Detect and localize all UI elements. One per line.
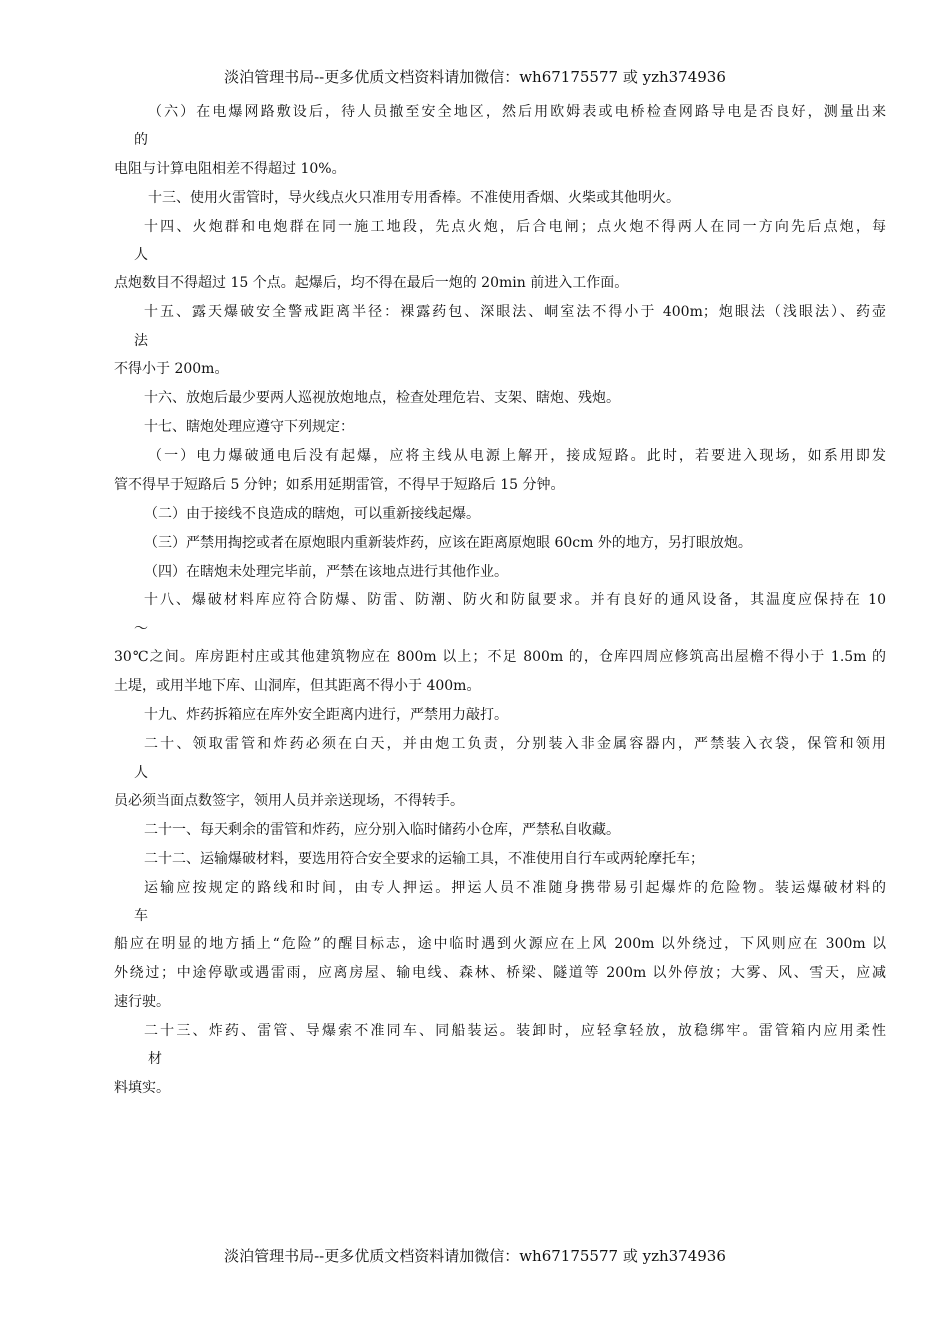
text-line: 十九、炸药拆箱应在库外安全距离内进行，严禁用力敲打。 [144, 707, 508, 723]
text-line: （一）电力爆破通电后没有起爆，应将主线从电源上解开，接成短路。此时，若要进入现场，如系用即发 [148, 448, 886, 464]
text-line: 十五、露天爆破安全警戒距离半径：裸露药包、深眼法、峒室法不得小于 400m；炮眼法（浅眼法）、药壶 [144, 304, 886, 320]
text-line: 30℃之间。库房距村庄或其他建筑物应在 800m 以上；不足 800m 的，仓库四周应修筑高出屋檐不得小于 1.5m 的 [114, 649, 886, 665]
text-line: （二）由于接线不良造成的瞎炮，可以重新接线起爆。 [144, 506, 480, 522]
text-line: 料填实。 [114, 1080, 170, 1096]
text-line: 二十、领取雷管和炸药必须在白天，并由炮工负责，分别装入非金属容器内，严禁装入衣袋，保管和领用 [144, 736, 886, 752]
text-line: 船应在明显的地方插上“危险”的醒目标志，途中临时遇到火源应在上风 200m 以外绕过，下风则应在 300m 以 [114, 936, 886, 952]
text-line: 二十三、炸药、雷管、导爆索不准同车、同船装运。装卸时，应轻拿轻放，放稳绑牢。雷管箱内应用柔性 [144, 1023, 886, 1039]
text-line: 点炮数目不得超过 15 个点。起爆后，均不得在最后一炮的 20min 前进入工作面。 [114, 275, 629, 291]
text-line: 的 [134, 132, 148, 148]
text-line: （六）在电爆网路敷设后，待人员撤至安全地区，然后用欧姆表或电桥检查网路导电是否良好，测量出来 [148, 104, 886, 120]
page-footer: 淡泊管理书局--更多优质文档资料请加微信：wh67175577 或 yzh374936 [224, 1247, 726, 1265]
text-line: 员必须当面点数签字，领用人员并亲送现场，不得转手。 [114, 793, 464, 809]
text-line: 管不得早于短路后 5 分钟；如系用延期雷管，不得早于短路后 15 分钟。 [114, 477, 565, 493]
text-line: 十八、爆破材料库应符合防爆、防雷、防潮、防火和防鼠要求。并有良好的通风设备，其温度应保持在 10 [144, 592, 886, 608]
text-line: 土堤，或用半地下库、山洞库，但其距离不得小于 400m。 [114, 678, 481, 694]
page-header: 淡泊管理书局--更多优质文档资料请加微信：wh67175577 或 yzh374936 [224, 68, 726, 86]
text-line: 不得小于 200m。 [114, 361, 229, 377]
text-line: （四）在瞎炮未处理完毕前，严禁在该地点进行其他作业。 [144, 564, 508, 580]
text-line: 十三、使用火雷管时，导火线点火只准用专用香棒。不准使用香烟、火柴或其他明火。 [148, 190, 680, 206]
text-line: 速行驶。 [114, 994, 170, 1010]
text-line: ～ [134, 621, 148, 637]
text-line: （三）严禁用掏挖或者在原炮眼内重新装炸药，应该在距离原炮眼 60cm 外的地方，另打眼放炮。 [144, 535, 752, 551]
text-line: 运输应按规定的路线和时间，由专人押运。押运人员不准随身携带易引起爆炸的危险物。装运爆破材料的 [144, 880, 886, 896]
text-line: 法 [134, 333, 148, 349]
text-line: 人 [134, 765, 148, 781]
text-line: 车 [134, 908, 148, 924]
text-line: 二十二、运输爆破材料，要选用符合安全要求的运输工具，不准使用自行车或两轮摩托车； [144, 851, 704, 867]
text-line: 材 [148, 1051, 162, 1067]
text-line: 外绕过；中途停歇或遇雷雨，应离房屋、输电线、森林、桥梁、隧道等 200m 以外停放；大雾、风、雪天，应减 [114, 965, 886, 981]
text-line: 十六、放炮后最少要两人巡视放炮地点，检查处理危岩、支架、瞎炮、残炮。 [144, 390, 620, 406]
text-line: 二十一、每天剩余的雷管和炸药，应分别入临时储药小仓库，严禁私自收藏。 [144, 822, 620, 838]
text-line: 电阻与计算电阻相差不得超过 10%。 [114, 161, 346, 177]
text-line: 人 [134, 247, 148, 263]
text-line: 十四、火炮群和电炮群在同一施工地段，先点火炮，后合电闸；点火炮不得两人在同一方向先后点炮，每 [144, 219, 886, 235]
text-line: 十七、瞎炮处理应遵守下列规定： [144, 419, 354, 435]
